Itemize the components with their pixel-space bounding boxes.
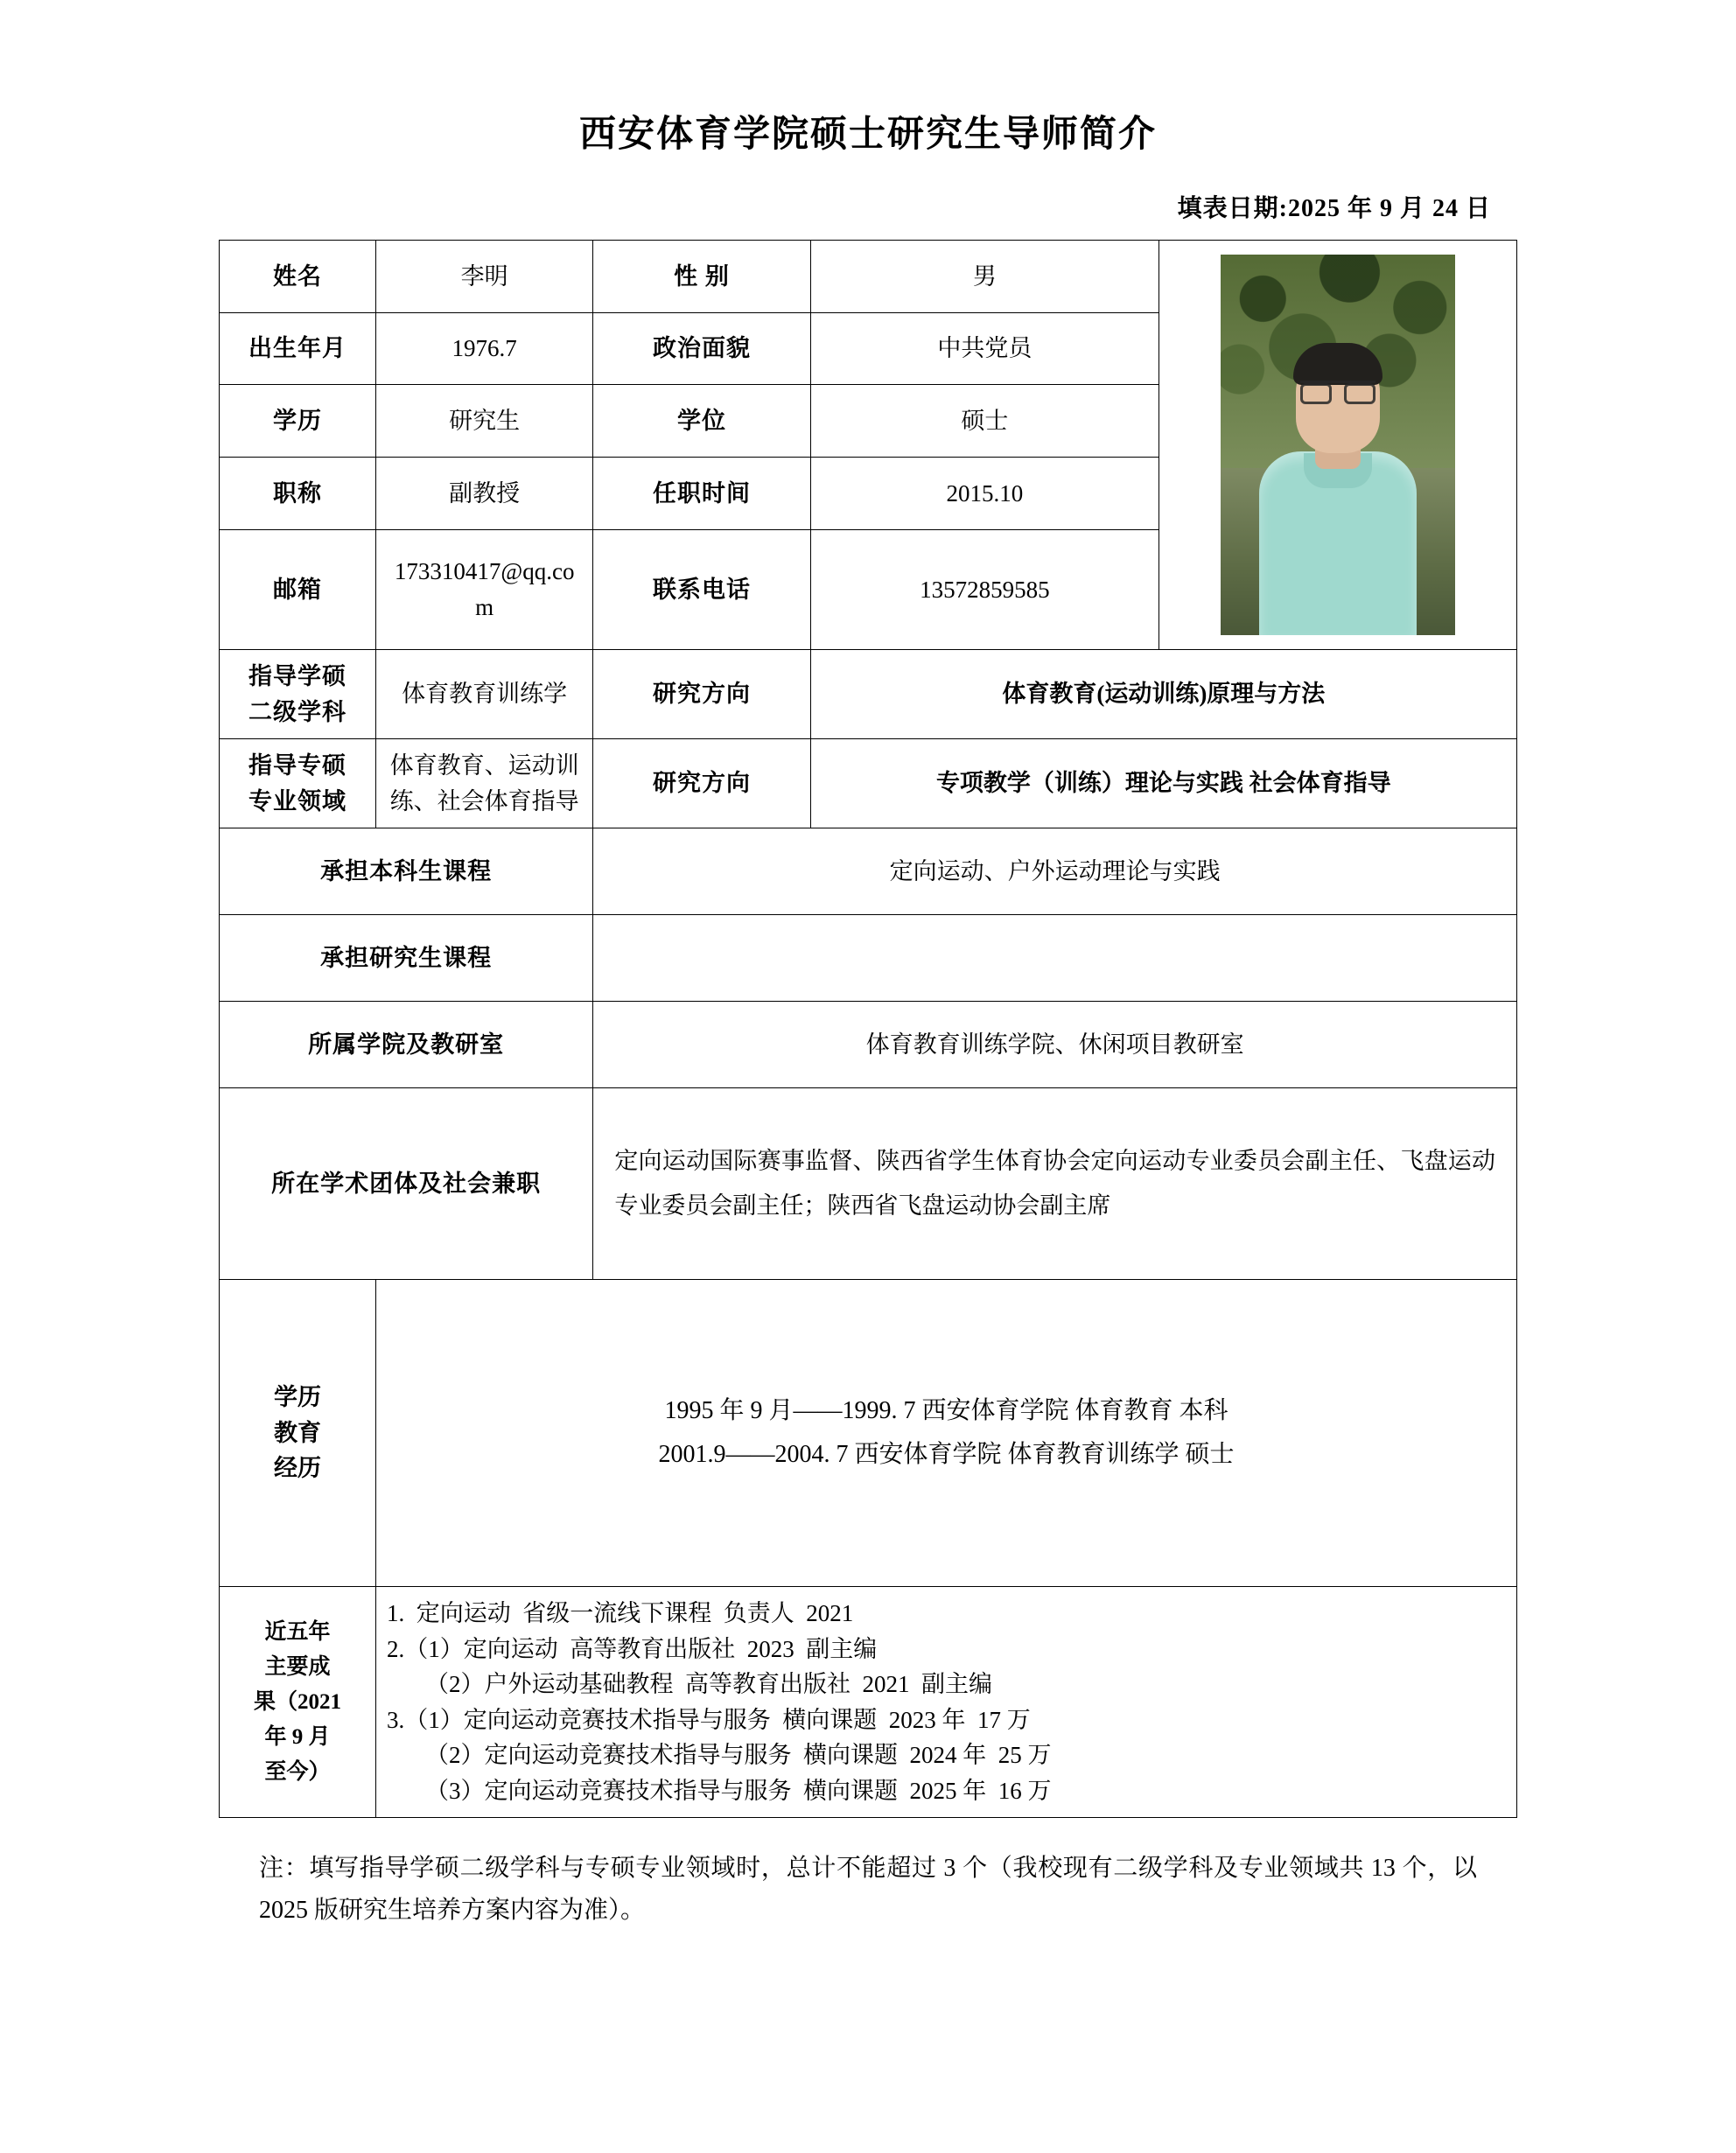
table-row-grad-courses	[220, 915, 1517, 1002]
label-undergrad-courses: 承担本科生课程	[220, 828, 593, 915]
table-row-social-roles	[220, 1088, 1517, 1280]
label-title: 职称	[220, 458, 376, 530]
label-academic-master-line1: 指导学硕	[248, 663, 346, 689]
glasses-icon	[1300, 381, 1376, 401]
value-academic-master-discipline: 体育教育训练学	[376, 650, 593, 739]
value-grad-courses	[593, 915, 1517, 1002]
table-row-undergrad-courses	[220, 828, 1517, 915]
photo-person-hair	[1293, 343, 1382, 385]
table-row-name	[220, 241, 1517, 313]
label-academic-master-discipline	[220, 650, 376, 739]
label-appointment-time: 任职时间	[593, 458, 810, 530]
label-gender: 性 别	[593, 241, 810, 313]
table-row-academic-master	[220, 650, 1517, 739]
value-title: 副教授	[376, 458, 593, 530]
value-appointment-time: 2015.10	[810, 458, 1158, 530]
value-gender: 男	[810, 241, 1158, 313]
label-education-history	[220, 1280, 376, 1587]
value-birth: 1976.7	[376, 312, 593, 385]
achievement-item: 3.（1）定向运动竞赛技术指导与服务 横向课题 2023 年 17 万	[387, 1706, 1031, 1733]
label-research-direction-1: 研究方向	[593, 650, 810, 739]
label-professional-master-line2: 专业领域	[248, 787, 346, 814]
label-achievements-line-3: 果（2021	[254, 1689, 342, 1714]
table-row-professional-master	[220, 739, 1517, 828]
achievement-item: （3）定向运动竞赛技术指导与服务 横向课题 2025 年 16 万	[425, 1777, 1052, 1804]
profile-table	[219, 240, 1517, 1818]
education-history-line-2: 2001.9——2004. 7 西安体育学院 体育教育训练学 硕士	[658, 1441, 1235, 1468]
label-achievements-line-5: 至今）	[264, 1759, 331, 1784]
achievement-item: 1. 定向运动 省级一流线下课程 负责人 2021	[387, 1600, 854, 1626]
photo-cell	[1159, 241, 1517, 650]
label-degree: 学位	[593, 385, 810, 458]
footer-note: 注：填写指导学硕二级学科与专硕专业领域时，总计不能超过 3 个（我校现有二级学科及专业领域共 13 个，以 2025 版研究生培养方案内容为准）。	[259, 1855, 1477, 1924]
table-row-achievements	[220, 1587, 1517, 1818]
value-research-direction-1: 体育教育(运动训练)原理与方法	[810, 650, 1516, 739]
label-professional-master-field	[220, 739, 376, 828]
label-academic-master-line2: 二级学科	[248, 698, 346, 725]
label-achievements-line-2: 主要成	[264, 1654, 331, 1679]
label-social-roles: 所在学术团体及社会兼职	[220, 1088, 593, 1280]
label-achievements-line-1: 近五年	[264, 1619, 331, 1644]
label-phone: 联系电话	[593, 529, 810, 649]
label-education-history-line-3: 经历	[274, 1455, 321, 1482]
education-history-block	[387, 1389, 1506, 1478]
label-education-history-line-1: 学历	[274, 1384, 321, 1411]
page-title: 西安体育学院硕士研究生导师简介	[578, 115, 1157, 155]
label-research-direction-2: 研究方向	[593, 739, 810, 828]
value-name: 李明	[376, 241, 593, 313]
avatar	[1221, 255, 1455, 635]
value-email: 173310417@qq.com	[376, 529, 593, 649]
value-professional-master-field: 体育教育、运动训练、社会体育指导	[376, 739, 593, 828]
label-department: 所属学院及教研室	[220, 1002, 593, 1088]
value-research-direction-2: 专项教学（训练）理论与实践 社会体育指导	[810, 739, 1516, 828]
achievement-item: 2.（1）定向运动 高等教育出版社 2023 副主编	[387, 1635, 878, 1662]
achievement-item: （2）定向运动竞赛技术指导与服务 横向课题 2024 年 25 万	[425, 1742, 1052, 1768]
label-name: 姓名	[220, 241, 376, 313]
label-education: 学历	[220, 385, 376, 458]
value-education-history	[376, 1280, 1517, 1587]
fill-date: 填表日期:2025 年 9 月 24 日	[1177, 195, 1491, 222]
value-social-roles: 定向运动国际赛事监督、陕西省学生体育协会定向运动专业委员会副主任、飞盘运动专业委员会副主任；陕西省飞盘运动协会副主席	[593, 1088, 1517, 1280]
value-achievements	[376, 1587, 1517, 1818]
value-undergrad-courses: 定向运动、户外运动理论与实践	[593, 828, 1517, 915]
label-achievements	[220, 1587, 376, 1818]
label-achievements-line-4: 年 9 月	[264, 1724, 331, 1749]
value-degree: 硕士	[810, 385, 1158, 458]
value-political-status: 中共党员	[810, 312, 1158, 385]
label-birth: 出生年月	[220, 312, 376, 385]
value-phone: 13572859585	[810, 529, 1158, 649]
label-email: 邮箱	[220, 529, 376, 649]
education-history-line-1: 1995 年 9 月——1999. 7 西安体育学院 体育教育 本科	[664, 1396, 1228, 1424]
label-grad-courses: 承担研究生课程	[220, 915, 593, 1002]
value-education: 研究生	[376, 385, 593, 458]
table-row-education-history	[220, 1280, 1517, 1587]
label-professional-master-line1: 指导专硕	[248, 752, 346, 779]
achievement-item: （2）户外运动基础教程 高等教育出版社 2021 副主编	[425, 1671, 993, 1697]
value-department: 体育教育训练学院、休闲项目教研室	[593, 1002, 1517, 1088]
label-political-status: 政治面貌	[593, 312, 810, 385]
table-row-department	[220, 1002, 1517, 1088]
label-education-history-line-2: 教育	[274, 1419, 321, 1446]
